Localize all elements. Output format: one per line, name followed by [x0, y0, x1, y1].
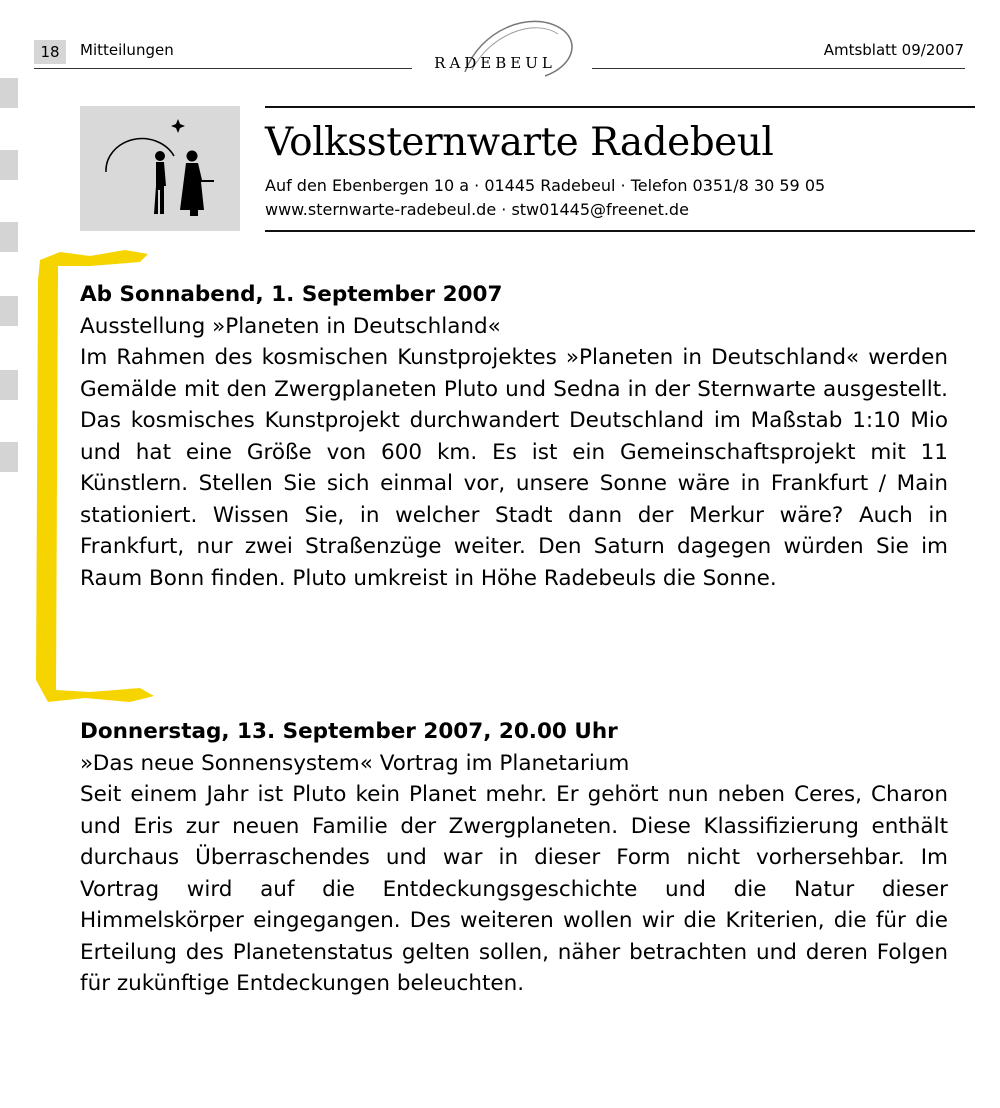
rule-top [265, 106, 975, 108]
event-body: Im Rahmen des kosmischen Kunstprojektes »Planeten in Deutschland« werden Gemälde mit den Zwergplaneten Pluto und Sedna in der Sternwarte ausgestellt. Das kosmisches Kunstprojekt durchwandert Deutschland im Maßstab 1:10 Mio und hat eine Größe von 600 km. Es ist ein Gemeinschaftsprojekt mit 11 Künstlern. Stellen Sie sich einmal vor, unsere Sonne wäre in Frankfurt / Main stationiert. Wissen Sie, in welcher Stadt dann der Merkur wäre? Auch in Frankfurt, nur zwei Straßenzüge weiter. Den Saturn dagegen würden Sie im Raum Bonn finden. Pluto umkreist in Höhe Radebeuls die Sonne. [80, 345, 948, 591]
observatory-stargazers-icon [80, 106, 240, 231]
address-line: Auf den Ebenbergen 10 a · 01445 Radebeul · Telefon 0351/8 30 59 05 [265, 176, 826, 195]
event-title: Donnerstag, 13. September 2007, 20.00 Uhr [80, 719, 618, 744]
institution-name: Volkssternwarte Radebeul [265, 120, 774, 165]
section-name: Mitteilungen [80, 41, 174, 59]
margin-tab [0, 296, 18, 326]
margin-tab [0, 370, 18, 400]
margin-tab [0, 78, 18, 108]
web-email-line: www.sternwarte-radebeul.de · stw01445@freenet.de [265, 200, 689, 219]
header-rule-left [34, 68, 412, 69]
event-2 [80, 716, 948, 1000]
page-number: 18 [34, 40, 66, 64]
logo-text: RADEBEUL [434, 54, 556, 72]
event-1 [80, 279, 948, 594]
event-subtitle: Ausstellung »Planeten in Deutschland« [80, 313, 501, 339]
margin-tab [0, 222, 18, 252]
rule-bottom [265, 230, 975, 232]
margin-tab [0, 442, 18, 472]
radebeul-logo [410, 10, 600, 80]
event-body: Seit einem Jahr ist Pluto kein Planet mehr. Er gehört nun neben Ceres, Charon und Eris zur neuen Familie der Zwergplaneten. Diese Klassifizierung enthält durchaus Überraschendes und war in dieser Form nicht vorhersehbar. Im Vortrag wird auf die Entdeckungsgeschichte und die Natur dieser Himmelskörper eingegangen. Des weiteren wollen wir die Kriterien, die für die Erteilung des Planetenstatus gelten sollen, näher betrachten und deren Folgen für zukünftige Entdeckungen beleuchten. [80, 782, 948, 996]
event-subtitle: »Das neue Sonnensystem« Vortrag im Planetarium [80, 750, 630, 776]
header-rule-right [592, 68, 965, 69]
margin-tab [0, 150, 18, 180]
event-title: Ab Sonnabend, 1. September 2007 [80, 282, 503, 307]
issue-label: Amtsblatt 09/2007 [823, 41, 964, 59]
